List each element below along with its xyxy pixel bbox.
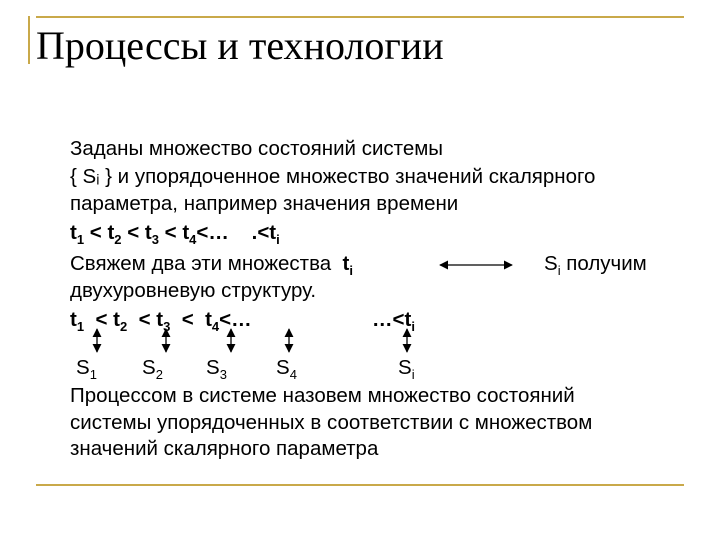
sequence-line: $t_1 < t_2 < t_3$ < $t_4<\dots$ $.<t_i$ bbox=[70, 221, 280, 247]
text-line-10: системы упорядоченных в соответствии с множеством bbox=[70, 411, 593, 434]
state-si: $S_i$ bbox=[398, 356, 415, 382]
state-s3: $S_3$ bbox=[206, 356, 227, 382]
slide-title: Процессы и технологии bbox=[36, 23, 444, 68]
text-line-1: Заданы множество состояний системы bbox=[70, 137, 444, 160]
si-receive-text: $S_i$ получим bbox=[544, 252, 647, 278]
state-s2: $S_2$ bbox=[142, 356, 163, 382]
text-line-3: параметра, например значения времени bbox=[70, 192, 459, 215]
state-s4: $S_4$ bbox=[276, 356, 297, 382]
text-line-11: значений скалярного параметра bbox=[70, 437, 379, 460]
text-line-6: двухуровневую структуру. bbox=[70, 279, 317, 302]
text-line-9: Процессом в системе назовем множество состояний bbox=[70, 384, 575, 407]
ordered-time-end: $\dots<t_i$ bbox=[372, 308, 415, 334]
link-sets-line: Свяжем два эти множества $t_i$ bbox=[70, 252, 353, 278]
state-s1: $S_1$ bbox=[76, 356, 97, 382]
text-line-2: { Sᵢ } и упорядоченное множество значений скалярного bbox=[70, 165, 596, 188]
ordered-time-line: $t_1 < t_2 < t_3$ < $t_4<\dots$ bbox=[70, 308, 252, 334]
